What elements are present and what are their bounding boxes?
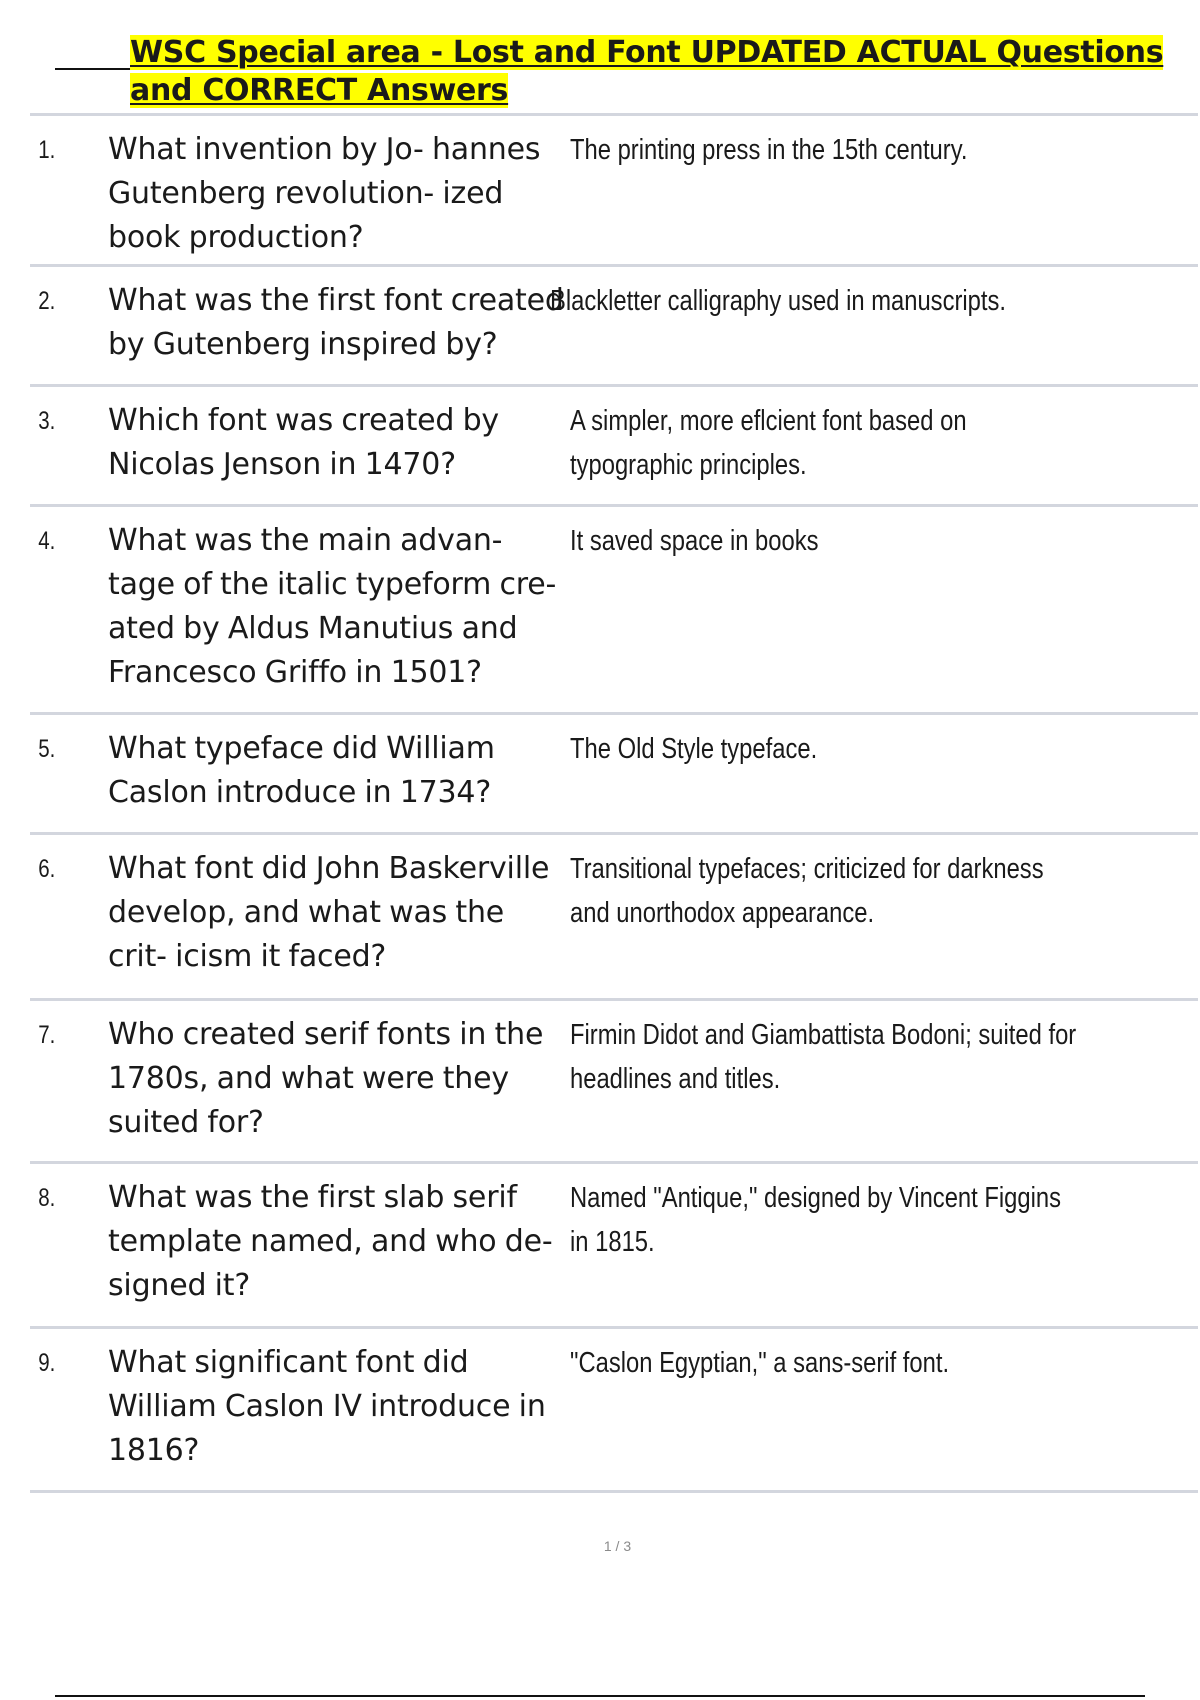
answer-text: The Old Style typeface. — [570, 733, 818, 765]
question-number: 3. — [38, 407, 56, 435]
question-text: What was the first slab serif template named, and who de- signed it? — [108, 1180, 553, 1303]
qa-row — [30, 267, 1198, 387]
title-rule — [55, 68, 130, 70]
question-number: 9. — [38, 1349, 56, 1377]
footer-rule — [55, 1695, 1145, 1697]
qa-row — [30, 1164, 1198, 1329]
qa-list — [30, 113, 1198, 1493]
answer-text: Transitional typefaces; criticized for darkness and unorthodox appearance. — [570, 853, 1044, 929]
question-number: 6. — [38, 855, 56, 883]
answer-text: Firmin Didot and Giambattista Bodoni; suited for headlines and titles. — [570, 1019, 1077, 1095]
qa-row — [30, 715, 1198, 835]
question-number: 4. — [38, 527, 56, 555]
qa-row — [30, 1329, 1198, 1493]
question-text: What invention by Jo- hannes Gutenberg revolution- ized book production? — [108, 132, 541, 255]
qa-row — [30, 116, 1198, 267]
question-text: What was the main advan- tage of the italic typeform cre- ated by Aldus Manutius and Francesco Griffo in 1501? — [108, 523, 557, 690]
answer-text: Blackletter calligraphy used in manuscripts. — [550, 285, 1006, 317]
qa-row — [30, 835, 1198, 1001]
document-title — [130, 34, 1190, 110]
question-text: What was the first font created by Gutenberg inspired by? — [108, 283, 564, 362]
question-text: Which font was created by Nicolas Jenson in 1470? — [108, 403, 499, 482]
question-number: 2. — [38, 287, 56, 315]
question-text: What significant font did William Caslon IV introduce in 1816? — [108, 1345, 546, 1468]
answer-text: "Caslon Egyptian," a sans-serif font. — [570, 1347, 950, 1379]
answer-text: A simpler, more eflcient font based on typographic principles. — [570, 405, 967, 481]
question-number: 1. — [38, 136, 56, 164]
question-text: What typeface did William Caslon introduce in 1734? — [108, 731, 495, 810]
page-indicator: 1 / 3 — [603, 1538, 632, 1554]
answer-text: Named "Antique," designed by Vincent Figgins in 1815. — [570, 1182, 1062, 1258]
qa-row — [30, 1001, 1198, 1164]
question-text: What font did John Baskerville develop, and what was the crit- icism it faced? — [108, 851, 550, 974]
question-number: 7. — [38, 1021, 56, 1049]
question-number: 8. — [38, 1184, 56, 1212]
answer-text: The printing press in the 15th century. — [570, 134, 968, 166]
answer-text: It saved space in books — [570, 525, 819, 557]
qa-row — [30, 387, 1198, 507]
qa-row — [30, 507, 1198, 715]
question-number: 5. — [38, 735, 56, 763]
document-title-text: WSC Special area - Lost and Font UPDATED ACTUAL Questions and CORRECT Answers — [130, 35, 1164, 108]
question-text: Who created serif fonts in the 1780s, and what were they suited for? — [108, 1017, 544, 1140]
